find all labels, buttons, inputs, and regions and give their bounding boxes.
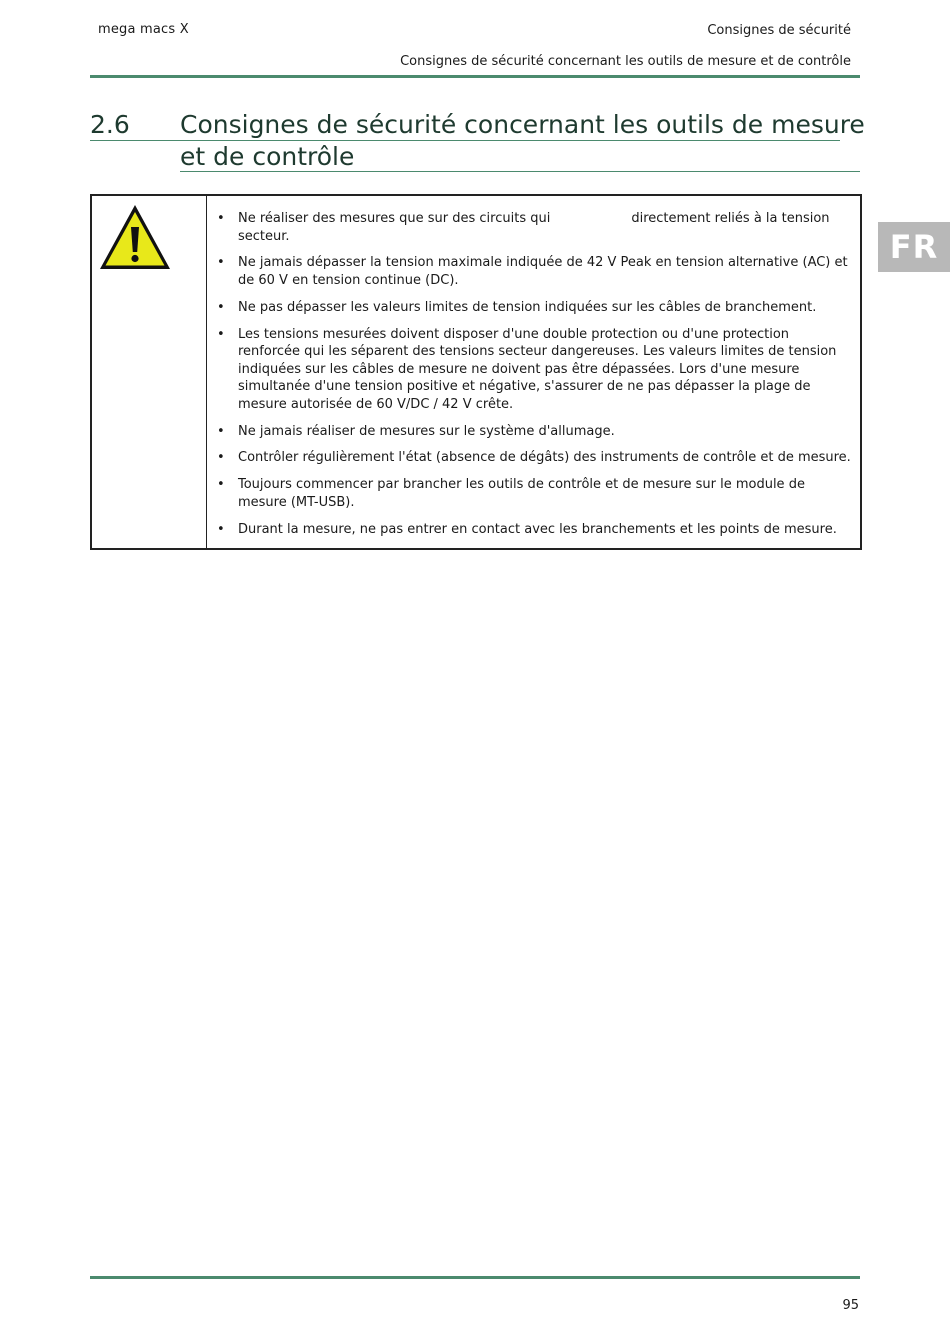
safety-item: • Ne jamais réaliser de mesures sur le système d'allumage. bbox=[217, 423, 615, 439]
heading-underline-2 bbox=[180, 171, 860, 172]
safety-item: • Les tensions mesurées doivent disposer d'une double protection ou d'une protection renforcée qui les séparent des tensions secteur dangereuses. Les valeurs limites de tension indiquées sur les câbles de mesure ne doivent pas être dépassées. Lors d'une mesure simultanée d'une tension positive et négative, s'assurer de ne pas dépasser la plage de mesure autorisée de 60 V/DC / 42 V crête. bbox=[217, 326, 837, 412]
language-tab: FR bbox=[878, 222, 950, 272]
heading-underline-1 bbox=[90, 140, 840, 141]
safety-item: • Contrôler régulièrement l'état (absence de dégâts) des instruments de contrôle et de mesure. bbox=[217, 450, 851, 466]
page-number: 95 bbox=[842, 1298, 859, 1313]
section-title: Consignes de sécurité concernant les outils de mesure et de contrôle bbox=[180, 110, 865, 171]
header-chapter-title: Consignes de sécurité bbox=[707, 23, 851, 38]
safety-item: • Ne jamais dépasser la tension maximale indiquée de 42 V Peak en tension alternative (AC) et de 60 V en tension continue (DC). bbox=[217, 255, 848, 288]
header-section-title: Consignes de sécurité concernant les outils de mesure et de contrôle bbox=[400, 54, 851, 69]
safety-icon-cell bbox=[92, 196, 207, 548]
safety-notice-box bbox=[90, 194, 862, 550]
header-product-name: mega macs X bbox=[98, 22, 189, 37]
safety-item: • Ne réaliser des mesures que sur des circuits qui directement reliés à la tension secteur. bbox=[217, 211, 830, 244]
safety-item: • Durant la mesure, ne pas entrer en contact avec les branchements et les points de mesure. bbox=[217, 521, 837, 537]
section-number: 2.6 bbox=[90, 110, 130, 139]
header-divider bbox=[90, 75, 860, 78]
safety-text-cell bbox=[207, 196, 860, 548]
safety-list bbox=[217, 210, 854, 538]
safety-item: • Ne pas dépasser les valeurs limites de tension indiquées sur les câbles de branchement. bbox=[217, 299, 817, 315]
warning-triangle-icon bbox=[98, 203, 172, 271]
footer-divider bbox=[90, 1276, 860, 1279]
safety-item: • Toujours commencer par brancher les outils de contrôle et de mesure sur le module de mesure (MT-USB). bbox=[217, 477, 805, 510]
